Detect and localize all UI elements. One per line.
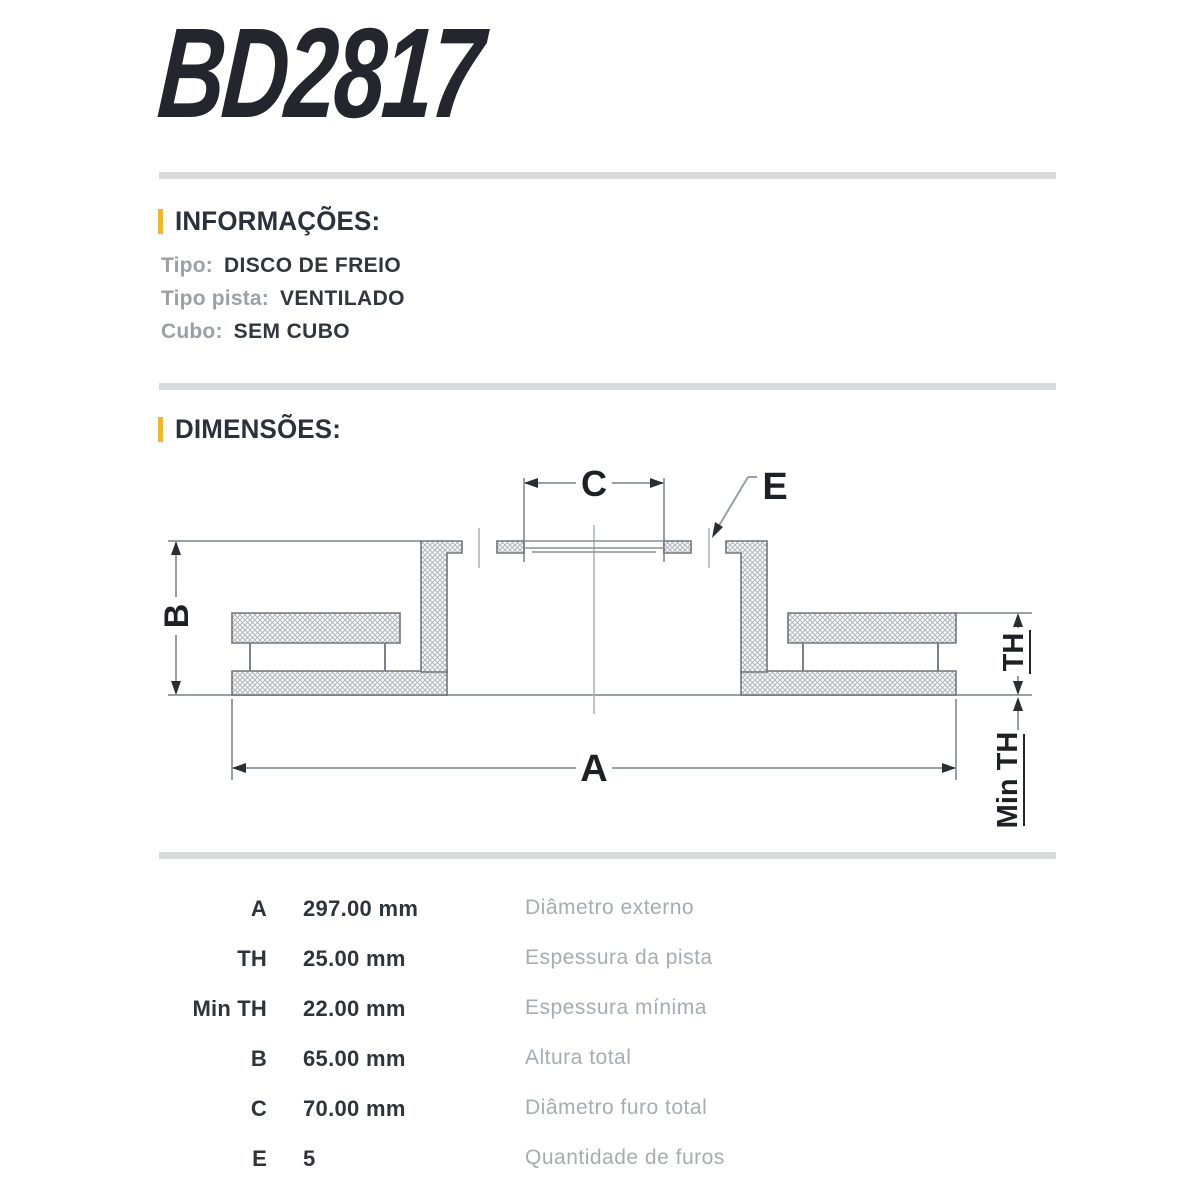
dimensions-heading-text: DIMENSÕES: [175,414,342,444]
spec-key: C [250,1096,267,1121]
lower-left-pad [232,671,447,695]
upper-right-pad [788,613,956,643]
spec-description: Quantidade de furos [525,1146,725,1169]
info-value: DISCO DE FREIO [223,254,402,277]
spec-value: 5 [303,1146,316,1171]
spec-description: Espessura mínima [525,996,707,1019]
info-section-heading [158,206,389,237]
dim-label-a: A [580,748,608,790]
brake-disc-cross-section-diagram [150,440,1070,860]
spec-description: Espessura da pista [525,946,713,969]
upper-left-pad [232,613,400,643]
info-row-cubo [161,320,350,346]
spec-row-min-th [0,996,1200,1024]
info-row-tipo [161,254,401,280]
spec-row-e [0,1146,1200,1174]
spec-key: B [250,1046,267,1071]
dim-label-c: C [581,463,607,504]
spec-description: Altura total [525,1046,632,1069]
spec-row-a [0,896,1200,924]
yellow-accent-bar [158,209,163,234]
spec-key: TH [237,946,267,971]
spec-value: 22.00 mm [303,996,406,1021]
dim-label-e: E [762,466,788,508]
info-value: SEM CUBO [233,320,351,343]
spec-key: E [252,1146,267,1171]
lower-right-pad [741,671,956,695]
flange-segment-right [664,541,691,553]
info-label: Tipo: [161,254,213,277]
spec-key: A [250,896,267,921]
flange-segment-left [497,541,524,553]
spec-value: 65.00 mm [303,1046,406,1071]
info-row-tipo-pista [161,287,405,313]
spec-description: Diâmetro furo total [525,1096,708,1119]
spec-row-c [0,1096,1200,1124]
hat-wall-right [726,541,767,672]
spec-description: Diâmetro externo [525,896,695,919]
spec-key: Min TH [192,996,267,1021]
hat-wall-left [421,541,462,672]
spec-value: 25.00 mm [303,946,406,971]
info-label: Tipo pista: [161,287,269,310]
divider [159,383,1056,390]
divider [159,172,1056,179]
dim-label-min-th: Min TH [992,731,1024,829]
info-value: VENTILADO [279,287,405,310]
spec-row-th [0,946,1200,974]
page-title: BD2817 [153,2,486,145]
dim-label-th: TH [998,632,1030,672]
spec-value: 70.00 mm [303,1096,406,1121]
dim-label-b: B [158,603,196,629]
spec-row-b [0,1046,1200,1074]
spec-value: 297.00 mm [303,896,419,921]
info-label: Cubo: [161,320,223,343]
yellow-accent-bar [158,417,163,442]
info-heading-text: INFORMAÇÕES: [175,206,381,236]
